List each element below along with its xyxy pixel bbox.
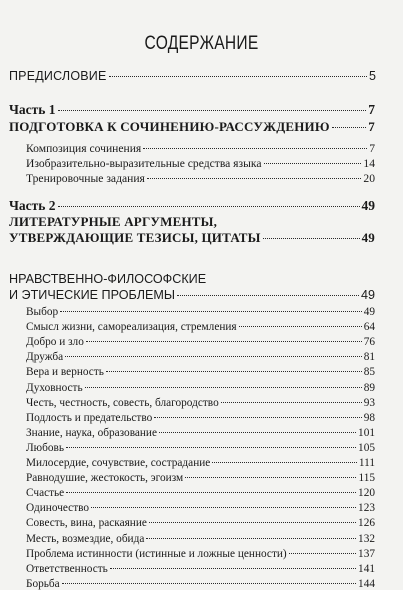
dot-leader [154, 417, 361, 418]
part-label: Часть 1 [9, 102, 56, 117]
dot-leader [106, 371, 362, 372]
entry-page: 7 [368, 119, 375, 134]
entry-text: Честь, честность, совесть, благородство [26, 396, 219, 409]
toc-entry[interactable] [26, 366, 375, 378]
entry-text: Проблема истинности (истинные и ложные ценности) [26, 547, 287, 560]
entry-page: 81 [363, 351, 375, 364]
entry-page: 20 [363, 172, 375, 185]
toc-entry[interactable] [26, 142, 375, 155]
dot-leader [58, 110, 367, 111]
entry-text: Изобразительно-выразительные средства языка [26, 157, 262, 170]
entry-page: 132 [358, 532, 375, 545]
toc-entry[interactable] [26, 427, 375, 439]
toc-entry[interactable] [26, 548, 375, 560]
dot-leader [146, 538, 356, 539]
toc-entry[interactable] [26, 487, 375, 499]
dot-leader [62, 583, 356, 584]
toc-entry[interactable] [26, 472, 375, 484]
toc-entry[interactable] [26, 442, 375, 454]
part-label: Часть 2 [9, 198, 56, 213]
entry-text: Одиночество [26, 502, 90, 515]
toc-entry-preface[interactable] [9, 69, 376, 83]
dot-leader [58, 206, 360, 207]
entry-page: 85 [363, 366, 375, 379]
entry-page: 89 [363, 381, 375, 394]
toc-entry[interactable] [26, 578, 375, 590]
entry-page: 115 [358, 472, 375, 485]
entry-text: Счастье [26, 487, 65, 500]
entry-text: Месть, возмездие, обида [26, 532, 145, 545]
dot-leader [109, 76, 368, 77]
dot-leader [85, 387, 362, 388]
entry-text: Дружба [26, 351, 64, 364]
dot-leader [289, 553, 356, 554]
entry-page: 98 [363, 411, 375, 424]
entry-page: 14 [363, 157, 375, 170]
entry-text: Тренировочные задания [26, 172, 145, 185]
entry-text: Борьба [26, 577, 60, 590]
entry-page: 111 [358, 457, 375, 469]
entry-page: 49 [363, 306, 375, 318]
entry-page: 5 [369, 69, 376, 83]
entry-page: 101 [358, 426, 375, 439]
dot-leader [147, 178, 362, 179]
dot-leader [221, 402, 362, 403]
dot-leader [332, 127, 367, 128]
dot-leader [264, 163, 362, 164]
dot-leader [110, 568, 356, 569]
dot-leader [91, 507, 356, 508]
entry-text: Выбор [26, 306, 59, 318]
dot-leader [143, 148, 367, 149]
part-heading-line2: УТВЕРЖДАЮЩИЕ ТЕЗИСЫ, ЦИТАТЫ [9, 230, 261, 245]
entry-page: 49 [361, 198, 375, 213]
entry-page: 49 [360, 288, 375, 302]
toc-entry-section[interactable] [9, 288, 375, 302]
toc-entry[interactable] [26, 457, 375, 469]
toc-entry[interactable] [26, 563, 375, 575]
part-heading: ПОДГОТОВКА К СОЧИНЕНИЮ-РАССУЖДЕНИЮ [9, 119, 330, 134]
toc-entry[interactable] [26, 336, 375, 348]
dot-leader [60, 311, 362, 312]
toc-entry[interactable] [26, 306, 375, 318]
dot-leader [65, 356, 362, 357]
toc-entry[interactable] [26, 502, 375, 514]
entry-text: ПРЕДИСЛОВИЕ [9, 69, 107, 83]
part-heading-line1: ЛИТЕРАТУРНЫЕ АРГУМЕНТЫ, [9, 214, 218, 229]
entry-text: Вера и верность [26, 366, 104, 379]
entry-text: Подлость и предательство [26, 411, 153, 424]
dot-leader [185, 477, 356, 478]
entry-page: 126 [358, 517, 375, 530]
toc-entry[interactable] [26, 321, 375, 333]
entry-page: 64 [363, 321, 375, 334]
entry-text: Любовь [26, 441, 64, 454]
dot-leader [66, 492, 356, 493]
dot-leader [177, 295, 359, 296]
toc-entry-part1-heading[interactable] [9, 119, 375, 135]
toc-entry-part2-heading[interactable] [9, 230, 375, 246]
dot-leader [159, 432, 356, 433]
entry-page: 120 [358, 487, 375, 500]
section-heading-line1: НРАВСТВЕННО-ФИЛОСОФСКИЕ [9, 272, 207, 286]
entry-page: 76 [363, 336, 375, 349]
dot-leader [263, 238, 360, 239]
toc-entry[interactable] [26, 172, 375, 185]
dot-leader [66, 447, 356, 448]
dot-leader [239, 326, 362, 327]
entry-text: Смысл жизни, самореализация, стремления [26, 321, 237, 334]
entry-page: 93 [363, 396, 375, 409]
toc-entry[interactable] [26, 157, 375, 170]
toc-entry-part2[interactable] [9, 198, 375, 214]
entry-text: Добро и зло [26, 336, 84, 349]
section-heading-line2: И ЭТИЧЕСКИЕ ПРОБЛЕМЫ [9, 288, 176, 302]
dot-leader [212, 462, 357, 463]
toc-entry[interactable] [26, 517, 375, 529]
entry-text: Равнодушие, жестокость, эгоизм [26, 472, 184, 485]
entry-page: 141 [358, 562, 375, 575]
toc-entry[interactable] [26, 412, 375, 424]
entry-page: 105 [358, 441, 375, 454]
entry-page: 123 [358, 502, 375, 515]
entry-page: 7 [368, 102, 375, 117]
entry-page: 49 [361, 230, 375, 245]
toc-entry-part1[interactable] [9, 102, 375, 118]
entry-text: Ответственность [26, 562, 108, 575]
entry-text: Композиция сочинения [26, 142, 142, 155]
entry-page: 7 [369, 142, 375, 155]
entry-text: Милосердие, сочувствие, сострадание [26, 457, 211, 469]
entry-page: 137 [358, 547, 375, 560]
dot-leader [149, 522, 356, 523]
entry-text: Духовность [26, 381, 83, 394]
dot-leader [86, 341, 362, 342]
toc-entry[interactable] [26, 382, 375, 394]
entry-text: Совесть, вина, раскаяние [26, 517, 147, 530]
toc-entry[interactable] [26, 351, 375, 363]
page-title: СОДЕРЖАНИЕ [144, 33, 259, 54]
entry-page: 144 [358, 577, 375, 590]
toc-entry[interactable] [26, 397, 375, 409]
entry-text: Знание, наука, образование [26, 426, 157, 439]
toc-entry[interactable] [26, 533, 375, 545]
